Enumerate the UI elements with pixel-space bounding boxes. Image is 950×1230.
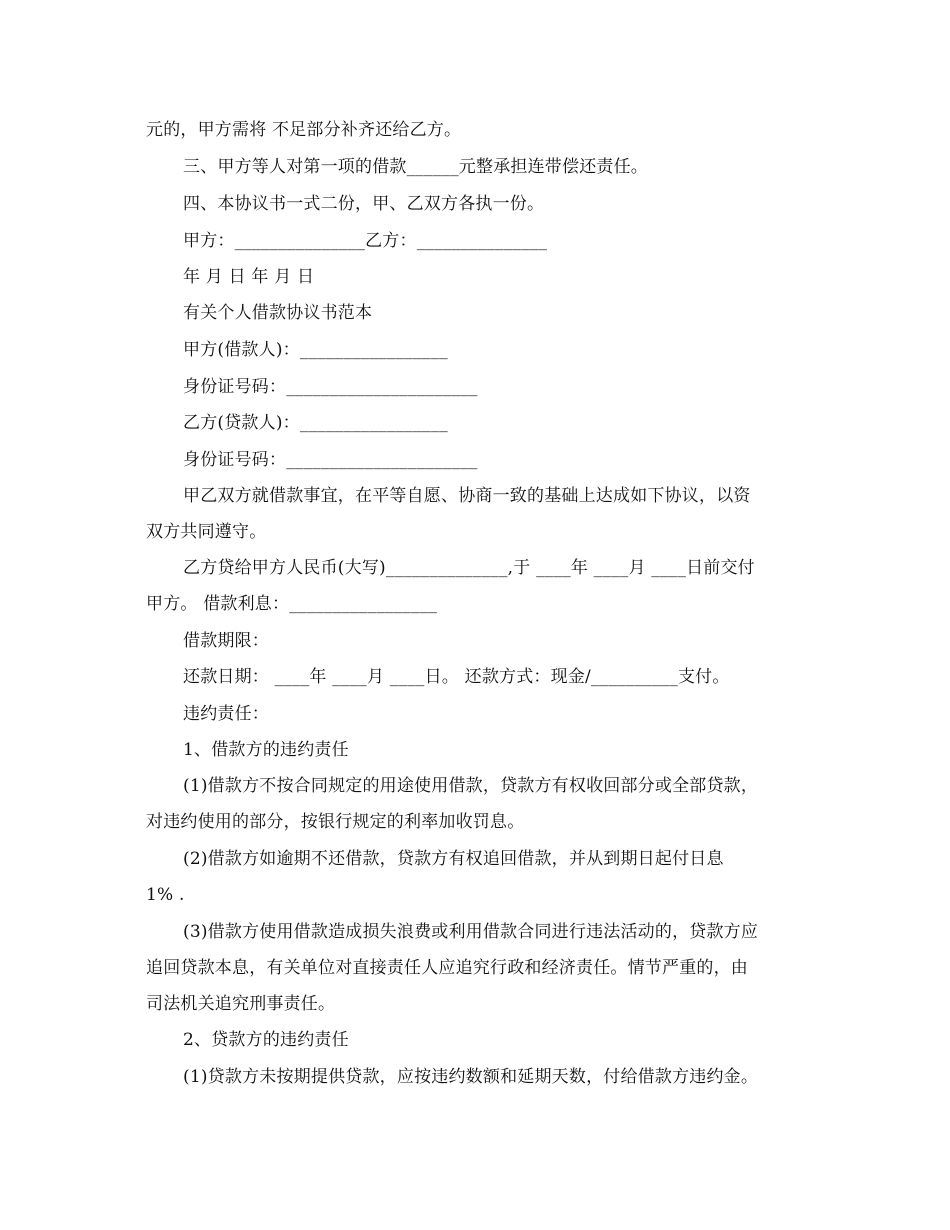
- paragraph-line: 对违约使用的部分，按银行规定的利率加收罚息。: [146, 812, 525, 832]
- paragraph-line: (1)贷款方未按期提供贷款，应按违约数额和延期天数，付给借款方违约金。: [183, 1067, 759, 1087]
- paragraph-line: 1% .: [146, 885, 185, 905]
- paragraph-line: 追回贷款本息，有关单位对直接责任人应追究行政和经济责任。情节严重的，由: [146, 958, 748, 978]
- paragraph-line: 甲方。 借款利息：_________________: [146, 594, 438, 614]
- text-line: 四、本协议书一式二份，甲、乙双方各执一份。: [183, 194, 545, 214]
- id-number-line: 身份证号码：______________________: [183, 377, 478, 397]
- section-heading: 2、贷款方的违约责任: [183, 1030, 349, 1050]
- paragraph-line: 甲乙双方就借款事宜，在平等自愿、协商一致的基础上达成如下协议，以资: [183, 486, 751, 506]
- paragraph-line: 还款日期： ____年 ____月 ____日。 还款方式：现金/__________支付。: [183, 667, 730, 687]
- paragraph-line: 双方共同遵守。: [146, 522, 267, 542]
- date-line: 年 月 日 年 月 日: [183, 267, 315, 287]
- paragraph-line: (2)借款方如逾期不还借款，贷款方有权追回借款，并从到期日起付日息: [183, 849, 724, 869]
- section-heading: 1、借款方的违约责任: [183, 740, 349, 760]
- paragraph-line: 借款期限：: [183, 631, 269, 651]
- paragraph-line: 乙方贷给甲方人民币(大写)______________,于 ____年 ____月 ____日前交付: [183, 558, 755, 578]
- paragraph-line: 违约责任：: [183, 704, 269, 724]
- signature-line: 甲方：_______________乙方：_______________: [183, 231, 548, 251]
- lender-line: 乙方(贷款人)：_________________: [183, 413, 448, 433]
- text-line: 三、甲方等人对第一项的借款______元整承担连带偿还责任。: [183, 157, 648, 177]
- paragraph-line: (1)借款方不按合同规定的用途使用借款，贷款方有权收回部分或全部贷款，: [183, 776, 759, 796]
- section-title: 有关个人借款协议书范本: [183, 303, 373, 323]
- borrower-line: 甲方(借款人)：_________________: [183, 340, 448, 360]
- paragraph-line: (3)借款方使用借款造成损失浪费或利用借款合同进行违法活动的，贷款方应: [183, 922, 759, 942]
- id-number-line: 身份证号码：______________________: [183, 450, 478, 470]
- text-line: 元的，甲方需将 不足部分补齐还给乙方。: [146, 120, 462, 140]
- paragraph-line: 司法机关追究刑事责任。: [146, 994, 336, 1014]
